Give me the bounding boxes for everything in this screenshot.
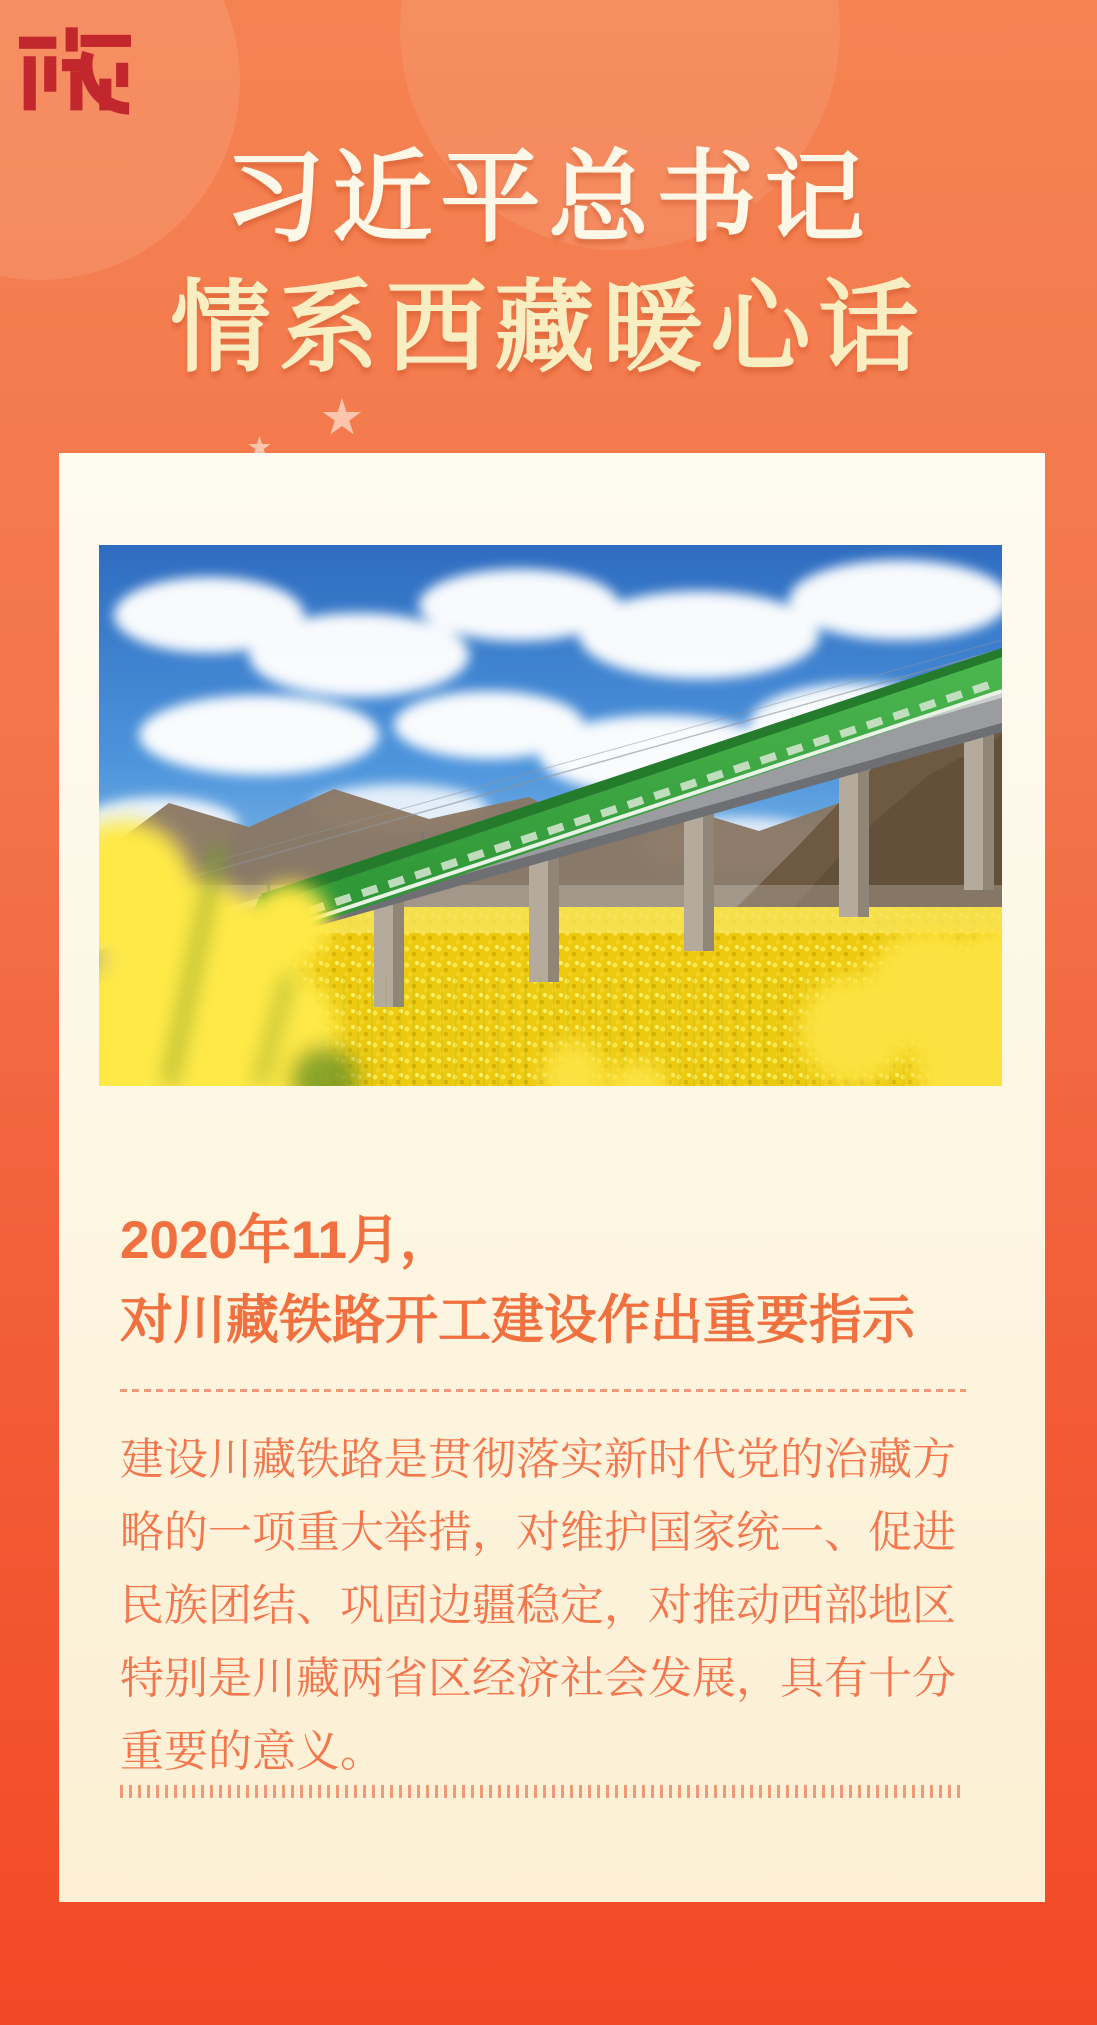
dotted-divider-bottom — [120, 1785, 966, 1798]
body-line: 重要的意义。 — [120, 1727, 384, 1776]
poster-title — [0, 142, 1097, 384]
heading-line-2: 对川藏铁路开工建设作出重要指示 — [120, 1291, 915, 1350]
body-line: 略的一项重大举措，对维护国家统一、促进 — [120, 1508, 956, 1557]
dashed-divider-top — [120, 1389, 966, 1392]
title-line-2: 情系西藏暖心话 — [170, 272, 927, 384]
body-line: 特别是川藏两省区经济社会发展，具有十分 — [120, 1654, 956, 1703]
heading-line-1: 2020年11月， — [120, 1211, 453, 1270]
body-line: 建设川藏铁路是贯彻落实新时代党的治藏方 — [120, 1435, 956, 1484]
tibet-seal-logo-icon — [19, 26, 131, 122]
title-line-1: 习近平总书记 — [224, 142, 873, 254]
card-heading — [120, 1201, 990, 1361]
train-photo — [99, 545, 1002, 1086]
body-line: 民族团结、巩固边疆稳定，对推动西部地区 — [120, 1581, 956, 1630]
star-decoration-large — [322, 398, 362, 438]
content-card — [59, 453, 1045, 1902]
card-body-text — [120, 1423, 990, 1788]
